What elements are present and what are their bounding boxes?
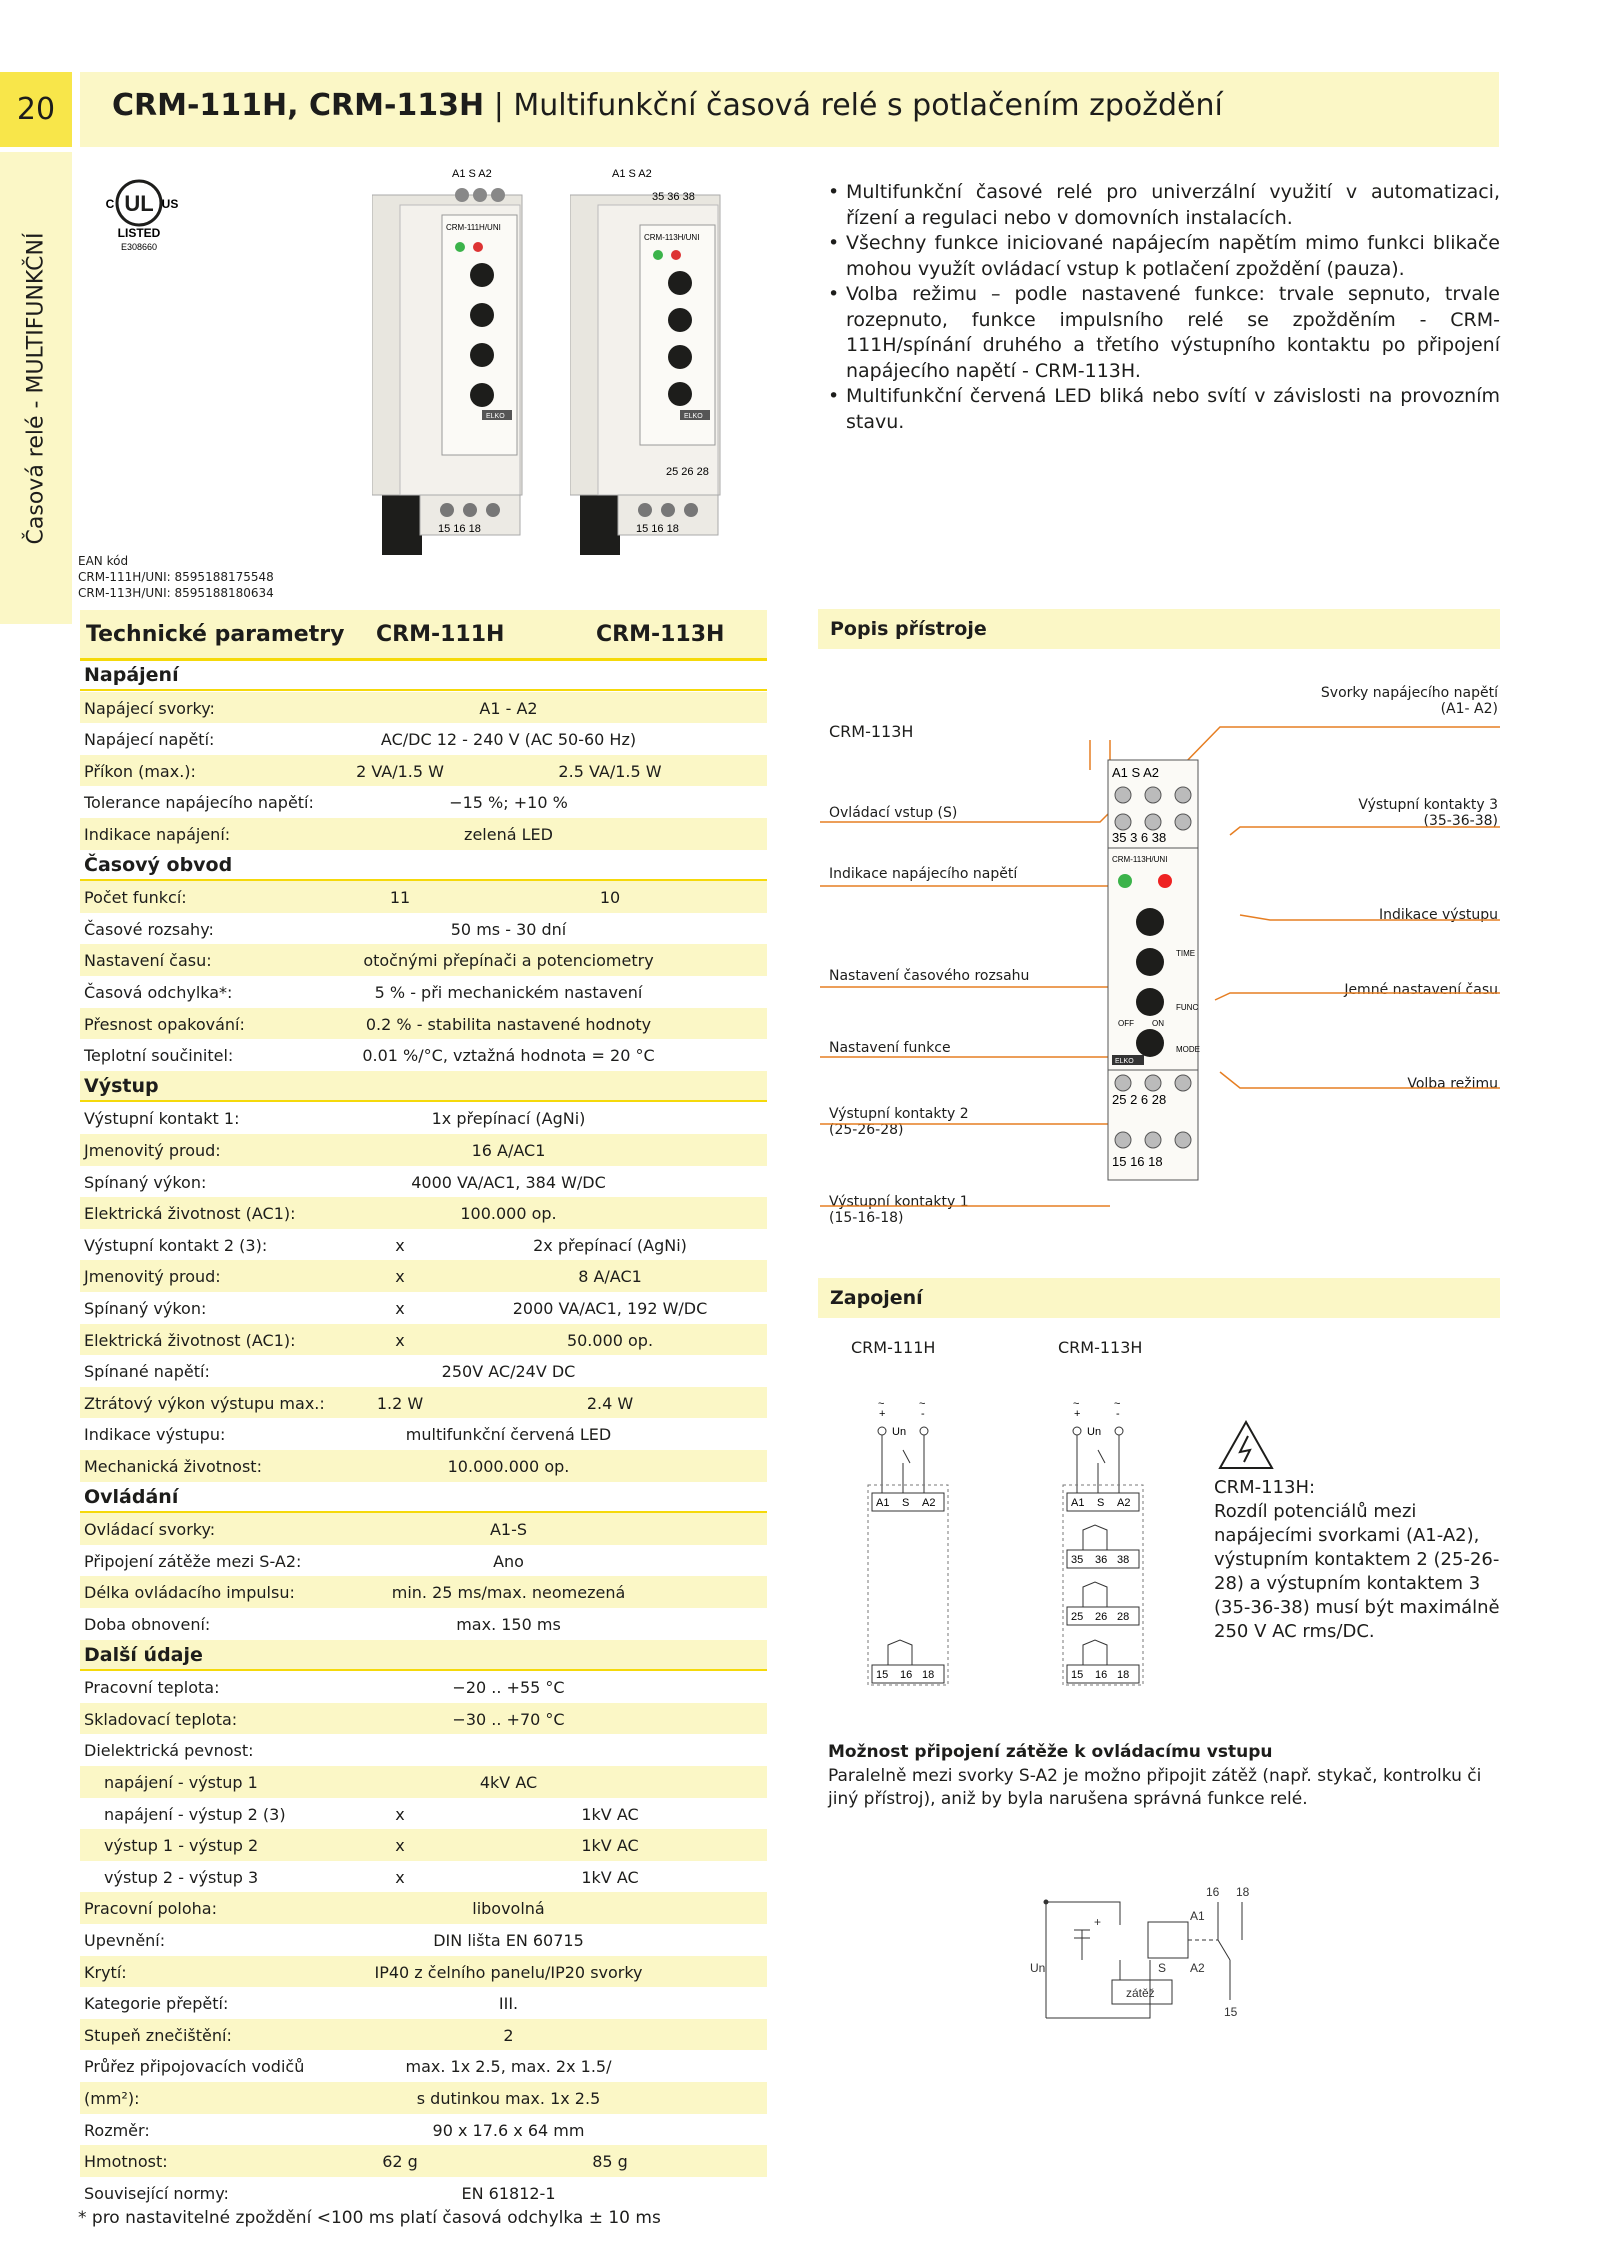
table-row	[80, 1008, 767, 1040]
table-row	[80, 1576, 767, 1608]
svg-text:15 16 18: 15 16 18	[636, 523, 679, 535]
parameter-value: 4kV AC	[479, 1773, 538, 1792]
table-row	[80, 818, 767, 850]
svg-text:A1: A1	[1071, 1497, 1085, 1509]
table-row	[80, 1166, 767, 1198]
parameter-value: 100.000 op.	[460, 1204, 557, 1224]
svg-text:zátěž: zátěž	[1126, 1986, 1155, 2000]
load-connection-text: Paralelně mezi svorky S-A2 je možno připojit zátěž (např. stykač, kontrolku či jiný přístroj), aniž by byla narušena správná funkce relé.	[828, 1766, 1482, 1809]
parameter-label: Výstupní kontakt 1:	[84, 1109, 240, 1129]
section-title: Ovládání	[84, 1485, 179, 1508]
parameter-value: s dutinkou max. 1x 2.5	[416, 2089, 601, 2108]
parameter-value-crm111h: 11	[389, 888, 411, 908]
svg-text:16: 16	[1095, 1669, 1108, 1681]
table-row	[80, 1608, 767, 1640]
parameter-label: Teplotní součinitel:	[84, 1046, 234, 1066]
svg-text:36: 36	[1095, 1554, 1108, 1566]
parameter-label: Mechanická životnost:	[84, 1457, 262, 1476]
parameter-label: Stupeň znečištění:	[84, 2025, 232, 2045]
parameter-label: Indikace výstupu:	[84, 1425, 226, 1445]
parameter-value-crm111h: x	[395, 1804, 405, 1824]
parameter-value: 0.01 %/°C, vztažná hodnota = 20 °C	[362, 1046, 655, 1066]
parameter-value: multifunkční červená LED	[405, 1425, 612, 1445]
table-row	[80, 2050, 767, 2082]
parameter-value: Ano	[493, 1551, 524, 1571]
parameter-label: Elektrická životnost (AC1):	[84, 1330, 296, 1350]
parameter-value: 10.000.000 op.	[447, 1457, 570, 1476]
table-row	[80, 1039, 767, 1071]
svg-text:TIME: TIME	[1176, 949, 1196, 958]
parameter-value-crm111h: x	[395, 1867, 405, 1887]
table-row	[80, 723, 767, 755]
label-output-1: Výstupní kontakty 1 (15-16-18)	[829, 1194, 969, 1226]
parameter-label: Související normy:	[84, 2183, 229, 2203]
svg-text:16: 16	[1206, 1885, 1220, 1899]
feature-list	[828, 180, 1500, 435]
svg-text:18: 18	[1117, 1669, 1130, 1681]
parameter-value: EN 61812-1	[461, 2183, 556, 2203]
parameter-value-crm113h: 2.4 W	[586, 1393, 634, 1413]
parameter-value-crm111h: 2 VA/1.5 W	[356, 761, 444, 781]
parameter-label: Elektrická životnost (AC1):	[84, 1204, 296, 1224]
table-row	[80, 1956, 767, 1988]
parameter-value: 2	[503, 2025, 514, 2045]
parameter-value-crm111h: x	[395, 1330, 405, 1350]
svg-text:38: 38	[1117, 1554, 1130, 1566]
parameter-label: Doba obnovení:	[84, 1615, 211, 1634]
parameter-label: Rozměr:	[84, 2120, 150, 2140]
page-number: 20	[0, 72, 72, 147]
parameter-value-crm111h: x	[395, 1836, 405, 1856]
parameter-value: zelená LED	[464, 825, 553, 844]
parameter-label: napájení - výstup 2 (3)	[104, 1804, 286, 1824]
parameter-label: Spínaný výkon:	[84, 1299, 207, 1318]
svg-text:25 26 28: 25 26 28	[666, 466, 709, 478]
svg-text:CRM-113H/UNI: CRM-113H/UNI	[1112, 855, 1168, 864]
ul-listed-badge	[80, 175, 198, 255]
svg-text:28: 28	[1117, 1611, 1130, 1623]
label-output-indication: Indikace výstupu	[1379, 907, 1498, 923]
svg-text:~: ~	[1073, 1398, 1080, 1410]
parameter-value: III.	[498, 1994, 519, 2014]
svg-text:Un: Un	[892, 1426, 907, 1438]
parameter-label: Délka ovládacího impulsu:	[84, 1583, 295, 1603]
parameter-label: Hmotnost:	[84, 2152, 168, 2172]
sidebar-label: Časová relé - MULTIFUNKČNÍ	[23, 232, 49, 544]
svg-text:A1 S A2: A1 S A2	[452, 168, 492, 180]
wiring-note-title: CRM-113H:	[1214, 1477, 1316, 1498]
section-title: Časový obvod	[84, 853, 233, 876]
svg-text:S: S	[1158, 1961, 1167, 1975]
table-row	[80, 1197, 767, 1229]
table-row	[80, 1671, 767, 1703]
svg-text:18: 18	[1236, 1885, 1250, 1899]
parameter-value-crm113h: 1kV AC	[581, 1867, 639, 1887]
svg-text:A2: A2	[1117, 1497, 1131, 1509]
parameter-label: Ovládací svorky:	[84, 1520, 216, 1540]
svg-text:35 36 38: 35 36 38	[652, 191, 695, 203]
svg-text:~: ~	[1114, 1398, 1121, 1410]
parameter-value: IP40 z čelního panelu/IP20 svorky	[374, 1962, 643, 1982]
parameter-value-crm113h: 10	[599, 888, 621, 908]
table-row	[80, 2145, 767, 2177]
table-row	[80, 1766, 767, 1798]
wiring-diagrams	[860, 1395, 1240, 1695]
table-row	[80, 1134, 767, 1166]
parameter-value: 1x přepínací (AgNi)	[431, 1109, 586, 1129]
parameter-label: Počet funkcí:	[84, 888, 187, 908]
parameter-value-crm111h: 62 g	[382, 2152, 418, 2172]
svg-text:A1 S A2: A1 S A2	[612, 168, 652, 180]
parameter-label: Časová odchylka*:	[84, 983, 233, 1002]
parameter-value-crm113h: 2x přepínací (AgNi)	[533, 1235, 687, 1255]
label-time-range: Nastavení časového rozsahu	[829, 968, 1030, 984]
table-header-title: Technické parametry	[86, 622, 345, 647]
parameter-value: min. 25 ms/max. neomezená	[391, 1583, 626, 1603]
parameter-value: 50 ms - 30 dní	[450, 919, 567, 939]
table-row	[80, 755, 767, 787]
parameter-value-crm113h: 1kV AC	[581, 1836, 639, 1856]
table-row	[80, 1324, 767, 1356]
ean-line: CRM-111H/UNI: 8595188175548	[78, 570, 274, 584]
parameter-label: Kategorie přepětí:	[84, 1994, 229, 2014]
parameter-label: Krytí:	[84, 1962, 127, 1982]
device-image-crm111h	[372, 165, 562, 555]
wiring-crm113h	[1063, 1398, 1143, 1685]
svg-text:UL: UL	[124, 191, 154, 216]
table-section-header	[80, 850, 767, 881]
svg-text:A2: A2	[1190, 1961, 1205, 1975]
parameter-label: Skladovací teplota:	[84, 1709, 238, 1729]
title-separator: |	[484, 88, 514, 123]
parameter-label: Upevnění:	[84, 1931, 166, 1950]
table-row	[80, 1861, 767, 1893]
table-row	[80, 1987, 767, 2019]
table-row	[80, 2177, 767, 2209]
table-row	[80, 1703, 767, 1735]
label-control-input: Ovládací vstup (S)	[829, 805, 958, 821]
parameter-value: 0.2 % - stabilita nastavené hodnoty	[365, 1014, 652, 1034]
svg-text:S: S	[1097, 1497, 1105, 1509]
svg-text:18: 18	[922, 1669, 935, 1681]
feature-item: • Volba režimu – podle nastavené funkce: trvale sepnuto, trvale rozepnuto, funkce impulsního relé se zpožděním - CRM-111H/spínání druhého a třetího výstupního kontaktu po připojení napájecího napětí - CRM-113H.	[828, 282, 1500, 384]
parameter-value: 16 A/AC1	[471, 1141, 546, 1160]
table-section-header	[80, 1640, 767, 1671]
svg-text:A2: A2	[922, 1497, 936, 1509]
parameter-value: AC/DC 12 - 240 V (AC 50-60 Hz)	[380, 730, 637, 750]
ean-codes	[78, 553, 274, 601]
svg-text:35 3 6 38: 35 3 6 38	[1112, 830, 1167, 845]
label-output-3: Výstupní kontakty 3 (35-36-38)	[1358, 797, 1498, 829]
section-header-zapojeni: Zapojení	[818, 1278, 1500, 1318]
table-row	[80, 2082, 767, 2114]
table-section-header	[80, 660, 767, 691]
svg-text:Un: Un	[1030, 1961, 1046, 1975]
table-row	[80, 1829, 767, 1861]
parameter-label: Příkon (max.):	[84, 761, 196, 781]
table-row	[80, 692, 767, 724]
wiring-crm111h	[868, 1398, 948, 1685]
svg-text:A1 S A2: A1 S A2	[1112, 765, 1159, 780]
table-row	[80, 1229, 767, 1261]
table-row	[80, 786, 767, 818]
load-connection-title: Možnost připojení zátěže k ovládacímu vstupu	[828, 1742, 1273, 1762]
title-bold: CRM-111H, CRM-113H	[112, 88, 485, 123]
svg-text:15: 15	[1071, 1669, 1084, 1681]
parameter-value: −30 .. +70 °C	[452, 1709, 565, 1729]
section-title: Výstup	[84, 1074, 159, 1097]
ean-title: EAN kód	[78, 554, 129, 568]
parameter-value-crm113h: 8 A/AC1	[578, 1267, 642, 1287]
section-header-popis: Popis přístroje	[818, 609, 1500, 649]
svg-text:~: ~	[919, 1398, 926, 1410]
parameter-label: Nastavení času:	[84, 951, 212, 971]
parameter-label: napájení - výstup 1	[104, 1773, 258, 1792]
svg-text:-: -	[1116, 1408, 1120, 1420]
page-title	[112, 88, 1223, 123]
label-mode-select: Volba režimu	[1407, 1076, 1498, 1092]
wiring-label-crm111h: CRM-111H	[851, 1338, 936, 1357]
table-row	[80, 1292, 767, 1324]
parameter-value: −20 .. +55 °C	[452, 1678, 565, 1698]
svg-text:26: 26	[1095, 1611, 1108, 1623]
parameter-value: max. 1x 2.5, max. 2x 1.5/	[405, 2057, 612, 2077]
feature-item: • Všechny funkce iniciované napájecím napětím mimo funkci blikače mohou využít ovládací vstup k potlačení zpoždění (pauza).	[828, 231, 1500, 282]
svg-text:15: 15	[1224, 2005, 1238, 2019]
svg-text:+: +	[1094, 1915, 1102, 1929]
parameter-label: výstup 1 - výstup 2	[104, 1836, 259, 1856]
parameter-value: DIN lišta EN 60715	[433, 1931, 584, 1950]
svg-text:A1: A1	[876, 1497, 890, 1509]
parameter-value: otočnými přepínači a potenciometry	[363, 951, 654, 971]
device-description-diagram	[820, 700, 1510, 1260]
svg-text:CRM-113H/UNI: CRM-113H/UNI	[644, 233, 700, 242]
svg-text:15 16 18: 15 16 18	[438, 523, 481, 535]
svg-text:25: 25	[1071, 1611, 1084, 1623]
table-row	[80, 1892, 767, 1924]
table-header-crm111h: CRM-111H	[376, 622, 505, 647]
parameter-value-crm111h: x	[395, 1235, 405, 1255]
parameter-label: Výstupní kontakt 2 (3):	[84, 1235, 268, 1255]
svg-text:MODE: MODE	[1176, 1045, 1200, 1054]
table-row	[80, 1798, 767, 1830]
svg-text:CRM-111H/UNI: CRM-111H/UNI	[446, 223, 501, 232]
table-row	[80, 944, 767, 976]
table-row	[80, 1355, 767, 1387]
svg-text:15 16 18: 15 16 18	[1112, 1154, 1163, 1169]
table-row	[80, 1924, 767, 1956]
parameter-value-crm113h: 2.5 VA/1.5 W	[558, 761, 662, 781]
label-function-setting: Nastavení funkce	[829, 1040, 951, 1056]
table-row	[80, 1734, 767, 1766]
parameter-value-crm111h: x	[395, 1299, 405, 1318]
svg-text:ELKO: ELKO	[1115, 1058, 1134, 1065]
table-row	[80, 881, 767, 913]
parameter-label: Přesnost opakování:	[84, 1014, 245, 1034]
device-image-crm113h	[570, 165, 760, 555]
parameter-value: −15 %; +10 %	[449, 793, 568, 813]
parameter-label: (mm²):	[84, 2089, 140, 2108]
parameter-label: Časové rozsahy:	[84, 919, 214, 939]
parameter-value-crm113h: 85 g	[592, 2152, 628, 2172]
parameter-label: Napájecí napětí:	[84, 730, 215, 750]
label-fine-time: Jemné nastavení času	[1344, 982, 1498, 998]
table-section-header	[80, 1071, 767, 1102]
parameter-label: Připojení zátěže mezi S-A2:	[84, 1551, 302, 1571]
title-rest: Multifunkční časová relé s potlačením zpoždění	[513, 88, 1223, 123]
table-row	[80, 1545, 767, 1577]
table-row	[80, 1513, 767, 1545]
footnote: * pro nastavitelné zpoždění <100 ms platí časová odchylka ± 10 ms	[78, 2208, 661, 2228]
wiring-label-crm113h: CRM-113H	[1058, 1338, 1143, 1357]
parameter-value: A1 - A2	[479, 698, 538, 718]
table-section-header	[80, 1482, 767, 1513]
feature-item: • Multifunkční časové relé pro univerzální využití v automatizaci, řízení a regulaci nebo v domovních instalacích.	[828, 180, 1500, 231]
table-row	[80, 1418, 767, 1450]
section-title: Další údaje	[84, 1643, 203, 1666]
svg-text:FUNC: FUNC	[1176, 1003, 1199, 1012]
table-row	[80, 976, 767, 1008]
parameter-label: Tolerance napájecího napětí:	[84, 793, 314, 813]
wiring-note-body: Rozdíl potenciálů mezi napájecími svorkami (A1-A2), výstupním kontaktem 2 (25-26-28) a výstupním kontaktem 3 (35-36-38) musí být maximálně 250 V AC rms/DC.	[1214, 1501, 1500, 1642]
svg-text:ON: ON	[1152, 1019, 1164, 1028]
warning-high-voltage-icon	[1218, 1420, 1274, 1470]
parameter-value: 90 x 17.6 x 64 mm	[432, 2120, 585, 2140]
parameter-value-crm113h: 1kV AC	[581, 1804, 639, 1824]
badge-c: C	[105, 197, 115, 211]
parameter-label: Dielektrická pevnost:	[84, 1741, 254, 1761]
svg-text:ELKO: ELKO	[684, 413, 703, 420]
parameter-value: max. 150 ms	[456, 1615, 561, 1634]
parameter-value: 250V AC/24V DC	[441, 1362, 576, 1382]
table-row	[80, 913, 767, 945]
parameter-value-crm113h: 2000 VA/AC1, 192 W/DC	[512, 1299, 708, 1318]
parameter-value: A1-S	[489, 1520, 528, 1540]
section-title: Napájení	[84, 664, 179, 686]
load-connection-diagram	[1030, 1880, 1360, 2030]
table-row	[80, 1260, 767, 1292]
wiring-note	[1214, 1476, 1504, 1644]
parameter-label: Spínaný výkon:	[84, 1172, 207, 1192]
table-row	[80, 2114, 767, 2146]
table-row	[80, 1387, 767, 1419]
parameter-label: Spínané napětí:	[84, 1362, 210, 1382]
parameter-value-crm113h: 50.000 op.	[566, 1330, 654, 1350]
parameter-value: libovolná	[472, 1899, 545, 1919]
parameter-value: 4000 VA/AC1, 384 W/DC	[411, 1172, 606, 1192]
label-power-terminals: Svorky napájecího napětí (A1- A2)	[1320, 685, 1498, 717]
svg-text:~: ~	[878, 1398, 885, 1410]
badge-code: E308660	[120, 242, 158, 252]
label-output-2: Výstupní kontakty 2 (25-26-28)	[829, 1106, 969, 1138]
svg-text:35: 35	[1071, 1554, 1084, 1566]
parameter-value-crm111h: 1.2 W	[376, 1393, 424, 1413]
table-row	[80, 1450, 767, 1482]
badge-us: US	[161, 197, 179, 211]
parameter-label: výstup 2 - výstup 3	[104, 1867, 259, 1887]
svg-text:OFF: OFF	[1118, 1019, 1134, 1028]
parameter-value-crm111h: x	[395, 1267, 405, 1287]
svg-text:15: 15	[876, 1669, 889, 1681]
svg-text:ELKO: ELKO	[486, 413, 505, 420]
table-row	[80, 2019, 767, 2051]
svg-text:A1: A1	[1190, 1909, 1205, 1923]
svg-text:16: 16	[900, 1669, 913, 1681]
parameter-label: Pracovní teplota:	[84, 1678, 220, 1698]
svg-text:+: +	[879, 1408, 886, 1420]
parameter-label: Průřez připojovacích vodičů	[84, 2057, 305, 2077]
svg-text:S: S	[902, 1497, 910, 1509]
badge-listed: LISTED	[117, 226, 161, 240]
svg-text:+: +	[1074, 1408, 1081, 1420]
svg-text:-: -	[921, 1408, 925, 1420]
table-row	[80, 1102, 767, 1134]
parameter-label: Napájecí svorky:	[84, 698, 215, 718]
parameter-value: 5 % - při mechanickém nastavení	[374, 983, 643, 1002]
feature-item: • Multifunkční červená LED bliká nebo svítí v závislosti na provozním stavu.	[828, 384, 1500, 435]
label-power-indication: Indikace napájecího napětí	[829, 866, 1018, 882]
parameter-label: Ztrátový výkon výstupu max.:	[84, 1393, 325, 1413]
parameter-label: Jmenovitý proud:	[84, 1141, 221, 1160]
ean-line: CRM-113H/UNI: 8595188180634	[78, 586, 274, 600]
parameter-label: Pracovní poloha:	[84, 1899, 217, 1919]
svg-text:Un: Un	[1087, 1426, 1102, 1438]
svg-text:25 2 6 28: 25 2 6 28	[1112, 1092, 1167, 1107]
parameter-label: Indikace napájení:	[84, 825, 231, 844]
table-header-crm113h: CRM-113H	[596, 622, 725, 647]
parameter-label: Jmenovitý proud:	[84, 1267, 221, 1287]
popis-model: CRM-113H	[829, 722, 914, 741]
